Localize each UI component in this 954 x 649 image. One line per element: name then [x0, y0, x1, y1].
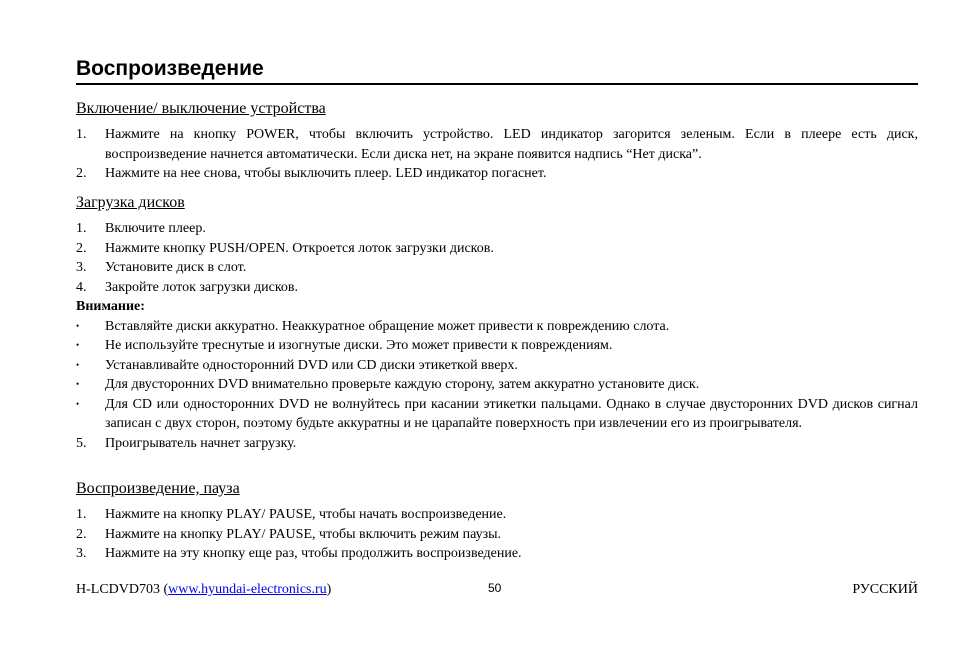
page-title: Воспроизведение	[76, 57, 264, 80]
bullet-icon: •	[76, 359, 80, 370]
section-heading: Включение/ выключение устройства	[76, 100, 326, 117]
bullet-item	[76, 395, 918, 434]
list-item-text: Нажмите на нее снова, чтобы выключить плеер. LED индикатор погаснет.	[105, 166, 547, 181]
list-number: 3.	[76, 546, 87, 561]
list-number: 1.	[76, 507, 87, 522]
list-item-text: Нажмите на кнопку POWER, чтобы включить устройство. LED индикатор загорится зеленым. Если в плеере есть диск, воспроизведение начнется автоматически. Если диска нет, на экране появится надпись “Нет диска”.	[105, 127, 918, 162]
list-item-text: Нажмите на кнопку PLAY/ PAUSE, чтобы начать воспроизведение.	[105, 507, 507, 522]
list-item	[76, 164, 918, 184]
list-number: 2.	[76, 240, 87, 256]
list-item-text: Закройте лоток загрузки дисков.	[105, 279, 299, 295]
bullet-item	[76, 336, 918, 356]
bullet-item-text: Для двусторонних DVD внимательно проверьте каждую сторону, затем аккуратно установите диск.	[105, 377, 700, 392]
list-item	[76, 219, 918, 239]
title-divider	[76, 83, 918, 85]
footer-language: РУССКИЙ	[852, 582, 918, 597]
bullet-icon: •	[76, 398, 80, 409]
list-item	[76, 505, 918, 525]
section-disc-loading	[76, 193, 918, 453]
list-number: 4.	[76, 279, 87, 295]
bullet-icon: •	[76, 340, 80, 350]
bullet-item	[76, 375, 918, 395]
bullet-item-text: Вставляйте диски аккуратно. Неаккуратное обращение может привести к повреждению слота.	[105, 318, 670, 334]
list-item	[76, 434, 918, 454]
list-item-text: Нажмите кнопку PUSH/OPEN. Откроется лоток загрузки дисков.	[105, 240, 494, 256]
section-power	[76, 99, 918, 184]
website-link[interactable]: www.hyundai-electronics.ru	[168, 582, 327, 597]
warning-label: Внимание:	[76, 299, 145, 314]
list-item-text: Нажмите на кнопку PLAY/ PAUSE, чтобы включить режим паузы.	[105, 526, 502, 542]
list-item	[76, 544, 918, 564]
list-item-text: Проигрыватель начнет загрузку.	[105, 435, 297, 451]
list-item	[76, 258, 918, 278]
list-item	[76, 278, 918, 298]
model-name: H-LCDVD703 (	[76, 582, 169, 597]
list-item-text: Включите плеер.	[105, 221, 206, 236]
list-item	[76, 125, 918, 164]
footer-model	[76, 582, 331, 598]
bullet-item	[76, 317, 918, 337]
list-number: 1.	[76, 127, 87, 142]
document-page	[76, 0, 918, 649]
bullet-item-text: Устанавливайте односторонний DVD или CD диски этикеткой вверх.	[105, 357, 518, 373]
model-close: )	[326, 582, 332, 597]
list-number: 1.	[76, 221, 87, 236]
list-item-text: Нажмите на эту кнопку еще раз, чтобы продолжить воспроизведение.	[105, 546, 522, 561]
bullet-icon: •	[76, 379, 80, 389]
list-number: 2.	[76, 526, 87, 542]
bullet-item-text: Для CD или односторонних DVD не волнуйтесь при касании этикетки пальцами. Однако в случае двусторонних DVD дисков сигнал записан с двух сторон, поэтому будьте аккуратны и не царапайте поверхность при извлечении его из проигрывателя.	[105, 396, 918, 431]
bullet-item-text: Не используйте треснутые и изогнутые диски. Это может привести к повреждениям.	[105, 338, 613, 353]
section-heading: Загрузка дисков	[76, 194, 185, 211]
list-item	[76, 239, 918, 259]
page-number: 50	[488, 581, 502, 595]
list-number: 5.	[76, 435, 87, 451]
section-heading: Воспроизведение, пауза	[76, 480, 240, 497]
list-number: 2.	[76, 166, 87, 181]
list-item-text: Установите диск в слот.	[105, 260, 247, 275]
list-number: 3.	[76, 260, 87, 275]
list-item	[76, 525, 918, 545]
section-play-pause	[76, 479, 918, 564]
bullet-item	[76, 356, 918, 376]
bullet-icon: •	[76, 320, 80, 331]
